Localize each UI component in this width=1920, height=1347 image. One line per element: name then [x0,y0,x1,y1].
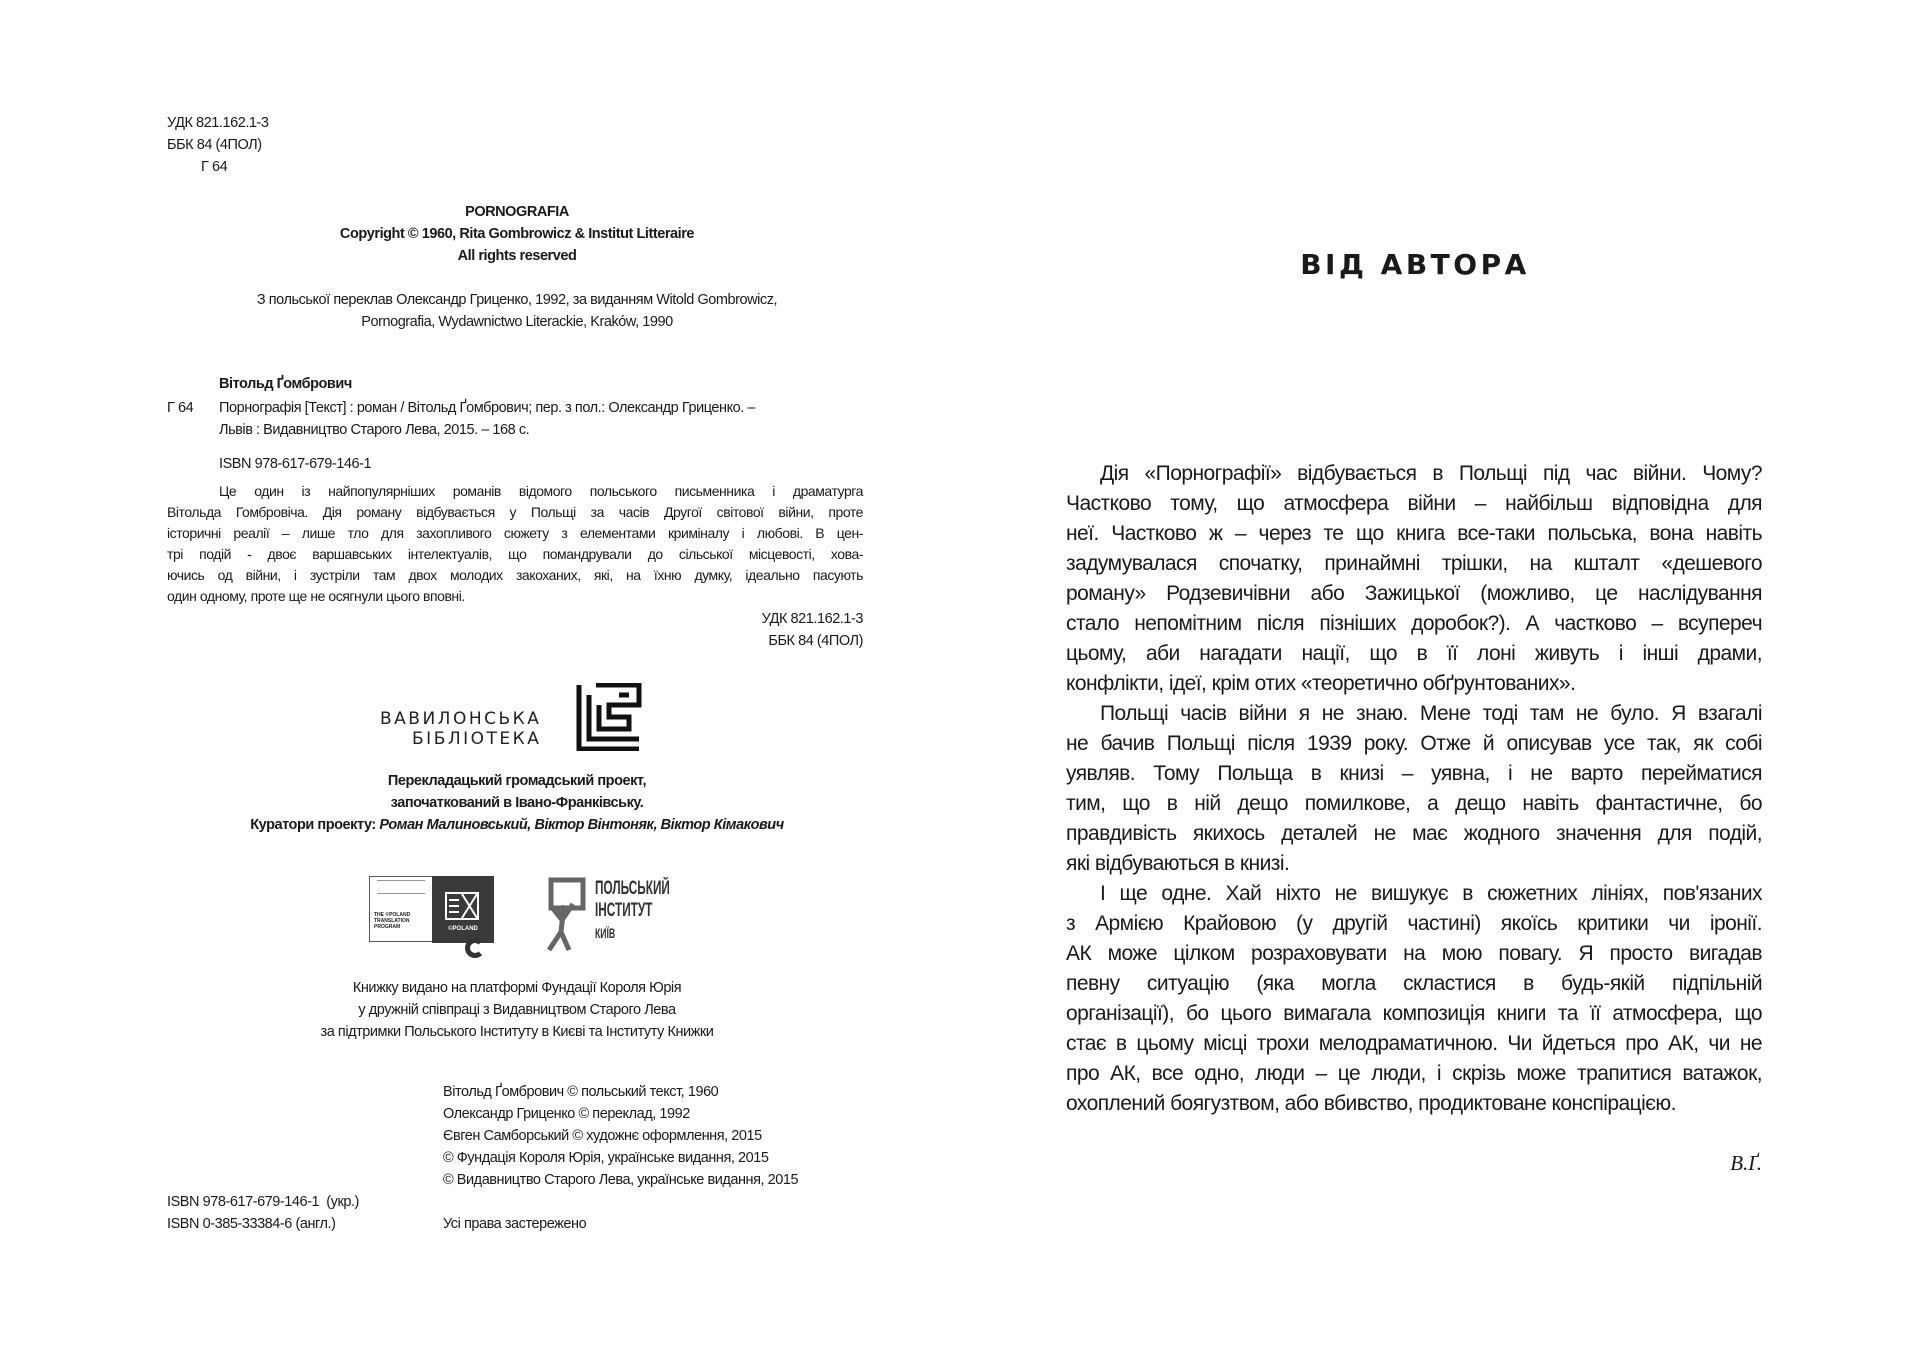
copyright-entry: Вітольд Ґомбрович © польський текст, 1960 [443,1084,719,1100]
preface-line: з Армією Крайовою (у другій частині) якоїсь критики чи іронії. [1066,912,1762,935]
page-title: ВІД АВТОРА [1300,248,1530,281]
logo-text: ©POLAND [448,926,478,932]
copyright-line: Copyright © 1960, Rita Gombrowicz & Institut Litteraire [339,226,695,242]
translation-note: З польської переклав Олександр Гриценко, 1992, за виданням Witold Gombrowicz, [256,292,778,308]
preface-line: які відбуваються в книзі. [1066,852,1290,875]
publisher-note: у дружній співпраці з Видавництвом Старого Лева [358,1002,676,1018]
preface-line: Дія «Порнографії» відбувається в Польщі під час війни. Чому? [1100,462,1762,485]
preface-line: стає в цьому місці трохи мелодраматичною. Чи йдеться про АК, чи не [1066,1032,1762,1055]
polish-institute-figure-icon [541,876,589,952]
logo-text: ПОЛЬСЬКИЙ [595,878,670,899]
original-title: PORNOGRAFIA [465,204,569,220]
udk-bottom: УДК 821.162.1-3 [761,611,863,627]
preface-line: АК може цілком розраховувати на мою повагу. Я просто вигадав [1066,942,1762,965]
logo-text: БІБЛІОТЕКА [412,729,542,749]
catalog-entry: Львів : Видавництво Старого Лева, 2015. – 168 с. [219,422,530,438]
preface-paragraph [1066,699,1762,879]
preface-line: про АК, все одно, люди – це люди, і скрізь може трапитися ватажок, [1066,1062,1762,1085]
logo-text: ВАВИЛОНСЬКА [380,709,542,729]
babylon-library-emblem-icon [576,683,642,751]
annotation-line: один одному, проте ще не осягнули цього вповні. [167,588,465,604]
copyright-entry: Євген Самборський © художнє оформлення, 2015 [443,1128,762,1144]
preface-line: стало непомітним після пізніших доробок?). А частково – всупереч [1066,612,1762,635]
curators-label: Куратори проекту: [250,817,380,833]
preface-line: І ще одне. Хай ніхто не вишукує в сюжетних лініях, пов'язаних [1100,882,1762,905]
logo-text: THE ©POLAND TRANSLATION PROGRAM [374,912,411,930]
copyright-entry: © Фундація Короля Юрія, українське видання, 2015 [443,1150,769,1166]
udk-top: УДК 821.162.1-3 [167,115,269,131]
preface-line: конфлікти, ідеї, крім отих «теоретично обґрунтованих». [1066,672,1576,695]
babylon-library-logo [380,709,541,749]
annotation-line: трі подій - двоє варшавських інтелектуалів, що помандрували до сільської місцевості, хова- [167,546,863,562]
preface-line: Польщі часів війни я не знаю. Мене тоді там не було. Я взагалі [1100,702,1762,725]
all-rights-line: All rights reserved [457,248,577,264]
preface-line: задумувалася спочатку, принаймні трішки, на кшталт «дешевого [1066,552,1762,575]
bbk-top: ББК 84 (4ПОЛ) [167,137,262,153]
annotation-paragraph [167,481,863,607]
copyright-entry: Олександр Гриценко © переклад, 1992 [443,1106,690,1122]
isbn-eng: ISBN 0-385-33384-6 (англ.) [167,1216,336,1232]
translation-program-logo [369,876,494,960]
preface-line: уявляв. Тому Польща в книзі – уявна, і не варто перейматися [1066,762,1762,785]
preface-line: певну ситуацію (яка могла скластися в будь-якій підпільній [1066,972,1762,995]
preface-line: неї. Частково ж – через те що книга все-таки польська, вона навіть [1066,522,1762,545]
preface-paragraph [1066,879,1762,1119]
publisher-note: Книжку видано на платформі Фундації Короля Юрія [352,980,682,996]
annotation-line: ючись од війни, і зустріли там двох молодих закоханих, які, на їхню думку, ідеально пасують [167,567,863,583]
preface-text [1066,459,1762,1119]
annotation-line: історичні реалії – лише тло для захопливого сюжету з елементами криміналу і любові. В цен- [167,525,863,541]
translation-note: Pornografia, Wydawnictwo Literackie, Kraków, 1990 [361,314,673,330]
preface-line: цьому, аби нагадати нації, що в її лоні живуть і інші драми, [1066,642,1762,665]
annotation-line: Вітольда Гомбровіча. Дія роману відбувається у Польщі за часів Другої світової війни, проте [167,504,863,520]
curators-names: Роман Малиновський, Віктор Вінтоняк, Віктор Кімакович [379,817,784,833]
project-line: започаткований в Івано-Франківську. [390,795,644,811]
publisher-note: за підтримки Польського Інституту в Києві та Інституту Книжки [320,1024,714,1040]
isbn-ukr: ISBN 978-617-679-146-1 (укр.) [167,1194,359,1210]
preface-line: Частково тому, що атмосфера війни – найбільш відповідна для [1066,492,1762,515]
catalog-isbn: ISBN 978-617-679-146-1 [219,456,372,472]
preface-line: охоплений боягузтвом, або вбивство, продиктоване конспірацією. [1066,1092,1676,1115]
preface-line: організації), бо цього вимагала композиція книги та її атмосфера, що [1066,1002,1762,1025]
catalog-code: Г 64 [167,400,194,416]
logo-text: КИЇВ [595,925,616,941]
project-line: Перекладацький громадський проект, [387,773,647,789]
preface-line: правдивість якихось деталей не має жодного значення для подій, [1066,822,1762,845]
annotation-line: Це один із найпопулярніших романів відомого польського письменника і драматурга [219,483,863,499]
polish-institute-logo [595,878,670,944]
curators-line [167,814,867,836]
catalog-entry: Порнографія [Текст] : роман / Вітольд Ґомбрович; пер. з пол.: Олександр Гриценко. – [219,400,756,416]
preface-paragraph [1066,459,1762,699]
rights-reserved: Усі права застережено [443,1216,587,1232]
author-mark-top: Г 64 [201,159,228,175]
author-signature: В.Ґ. [1730,1151,1762,1175]
bbk-bottom: ББК 84 (4ПОЛ) [768,633,863,649]
preface-line: тим, що в ній дещо помилкове, а дещо навіть фантастичне, бо [1066,792,1762,815]
catalog-author: Вітольд Ґомбрович [219,376,352,392]
preface-line: не бачив Польщі після 1939 року. Отже й описував усе так, як собі [1066,732,1762,755]
book-emblem-icon [445,892,479,920]
preface-line: роману» Родзевичівни або Зажицької (можливо, це наслідування [1066,582,1762,605]
logo-text: ІНСТИТУТ [595,900,653,921]
copyright-entry: © Видавництво Старого Лева, українське видання, 2015 [443,1172,799,1188]
